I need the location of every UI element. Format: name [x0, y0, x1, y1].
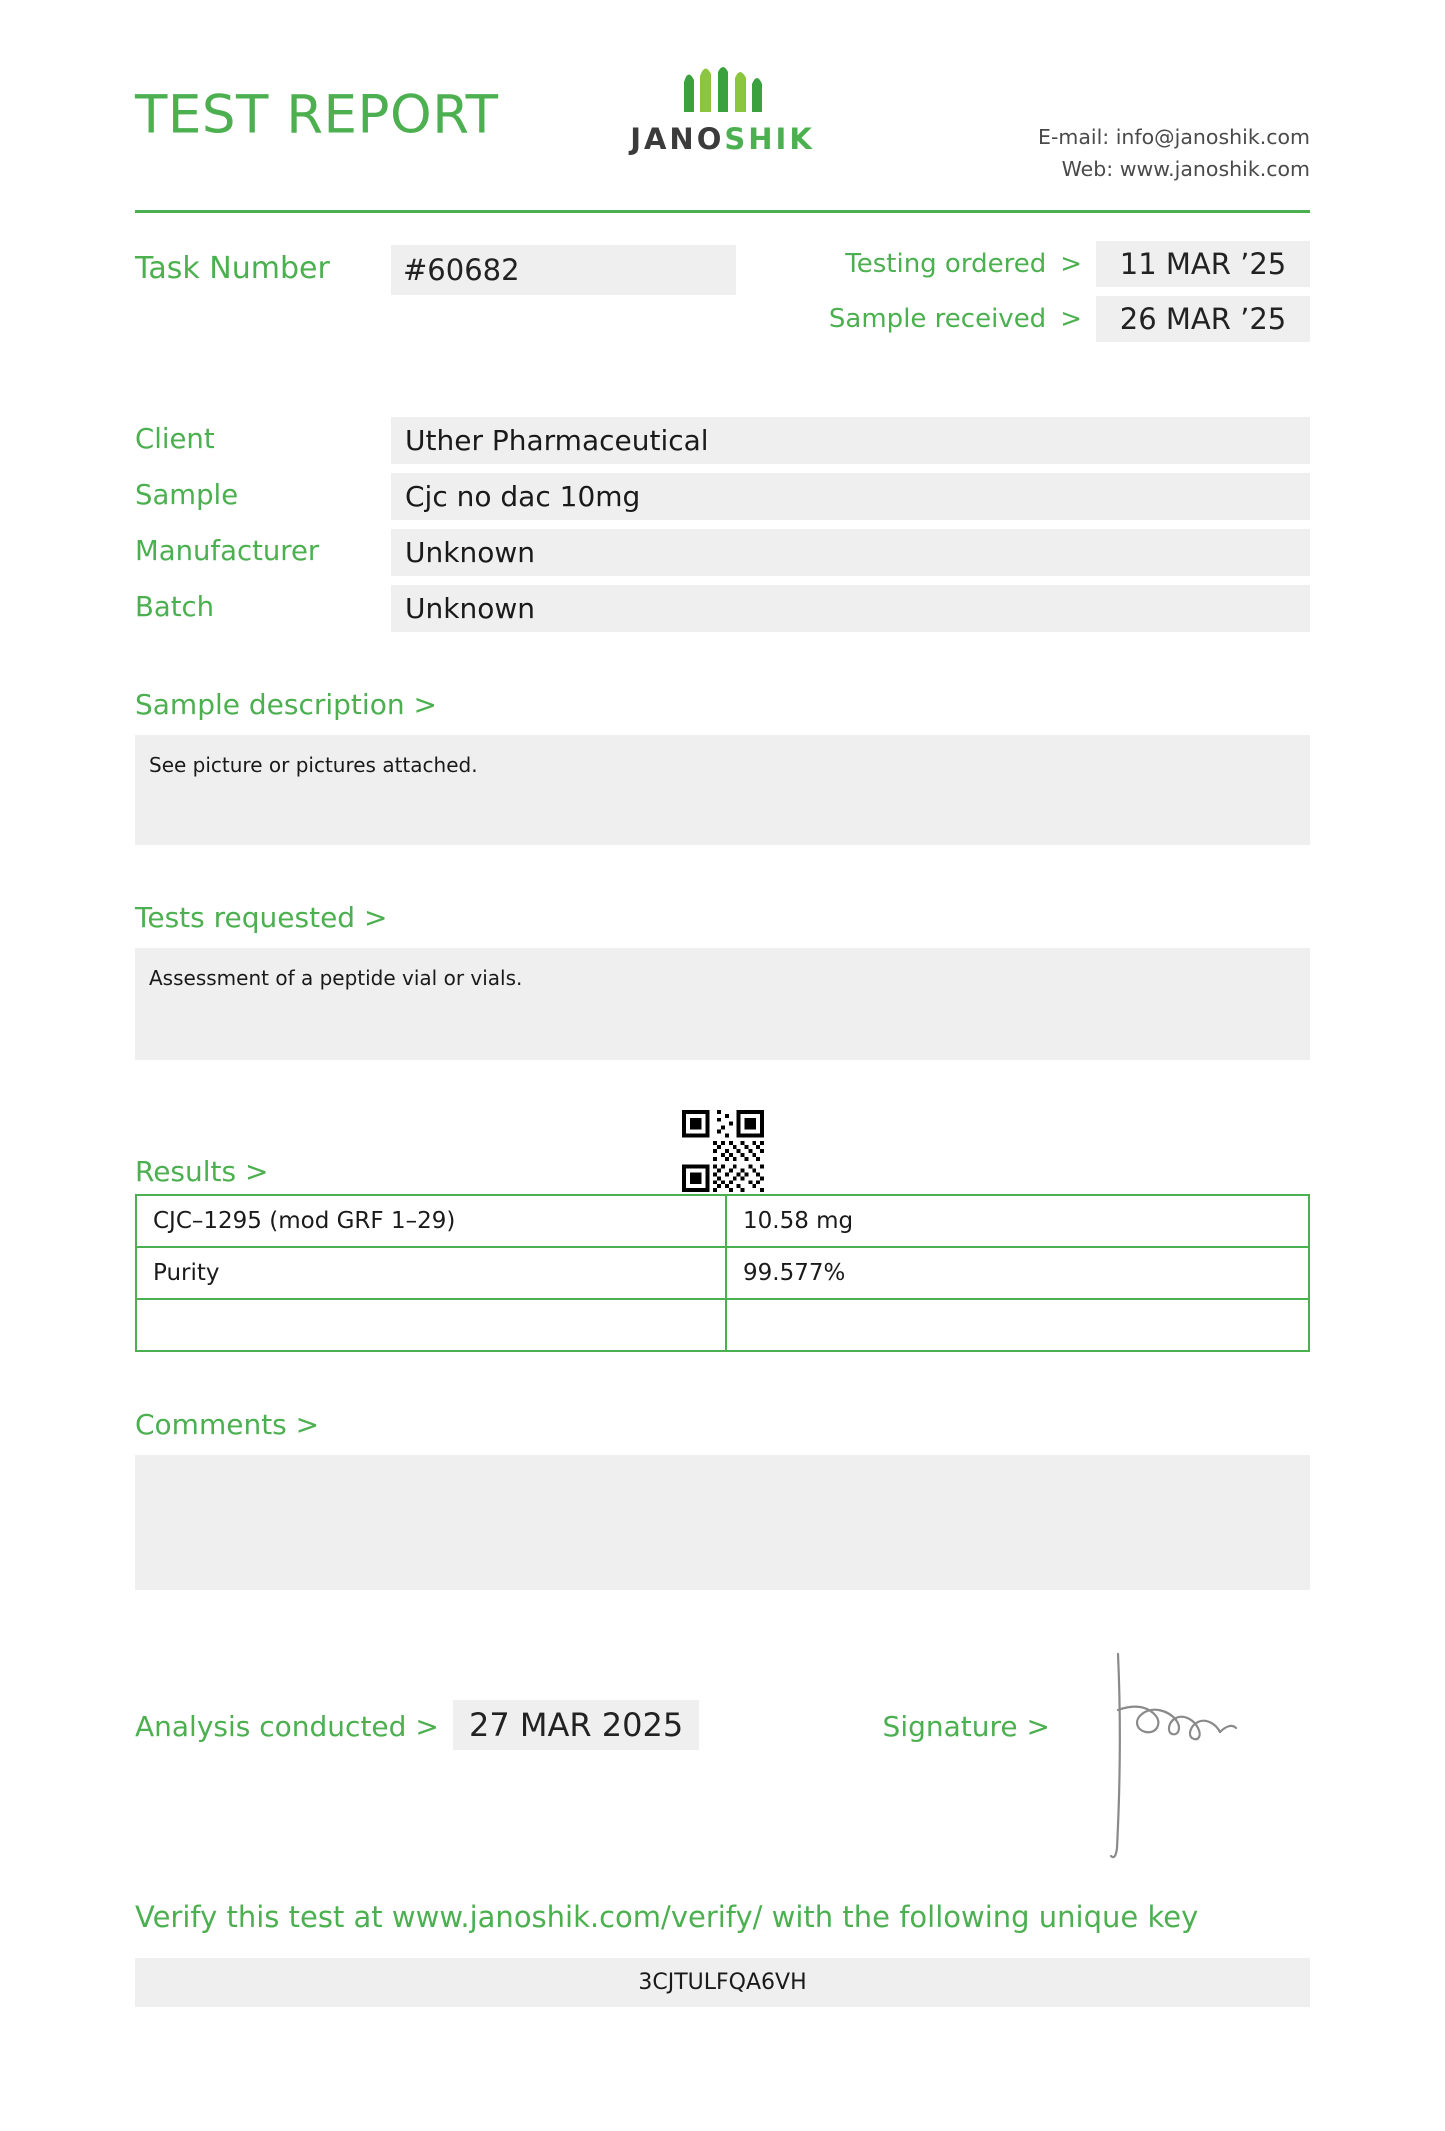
logo-wordmark-dark: JANO	[630, 122, 725, 156]
result-value-1: 10.58 mg	[726, 1195, 1309, 1247]
info-row-sample	[135, 473, 1310, 520]
table-row	[136, 1299, 1309, 1351]
sample-description-heading: Sample description >	[135, 688, 437, 721]
analysis-conducted-label: Analysis conducted >	[135, 1710, 439, 1743]
result-name-2: Purity	[136, 1247, 726, 1299]
janoshik-logo	[593, 62, 853, 156]
unique-key-value: 3CJTULFQA6VH	[135, 1958, 1310, 2007]
comments-box	[135, 1455, 1310, 1590]
testing-ordered-value: 11 MAR ’25	[1096, 241, 1310, 287]
analysis-signature-row	[135, 1700, 1310, 1770]
result-value-2: 99.577%	[726, 1247, 1309, 1299]
testing-ordered-label: Testing ordered	[845, 249, 1047, 279]
info-value-manufacturer: Unknown	[391, 529, 1310, 576]
table-row	[136, 1195, 1309, 1247]
contact-email: E-mail: info@janoshik.com	[1038, 125, 1310, 149]
info-value-sample: Cjc no dac 10mg	[391, 473, 1310, 520]
testing-ordered-arrow-icon: >	[1060, 249, 1082, 279]
task-number-value: #60682	[391, 245, 736, 295]
task-and-dates	[135, 245, 1310, 355]
logo-wordmark	[593, 122, 853, 156]
result-name-3	[136, 1299, 726, 1351]
signature-image	[1090, 1648, 1250, 1863]
dates-block	[750, 241, 1310, 351]
contact-info	[1038, 122, 1310, 186]
contact-web: Web: www.janoshik.com	[1061, 156, 1310, 181]
table-row	[136, 1247, 1309, 1299]
analysis-conducted-value: 27 MAR 2025	[453, 1700, 699, 1750]
info-label-manufacturer: Manufacturer	[135, 535, 320, 567]
sample-received-arrow-icon: >	[1060, 304, 1082, 334]
info-value-client: Uther Pharmaceutical	[391, 417, 1310, 464]
info-row-batch	[135, 585, 1310, 632]
report-header	[135, 0, 1310, 200]
signature-label: Signature >	[882, 1710, 1050, 1743]
qr-code-icon	[673, 1110, 773, 1192]
task-number-label: Task Number	[135, 251, 330, 286]
results-header-area	[135, 1116, 1310, 1194]
info-label-sample: Sample	[135, 479, 239, 511]
info-row-manufacturer	[135, 529, 1310, 576]
info-value-batch: Unknown	[391, 585, 1310, 632]
sample-received-row	[750, 296, 1310, 342]
result-value-3	[726, 1299, 1309, 1351]
tests-requested-box: Assessment of a peptide vial or vials.	[135, 948, 1310, 1060]
sample-info-table	[135, 417, 1310, 632]
verify-text: Verify this test at www.janoshik.com/verify/ with the following unique key	[135, 1900, 1199, 1934]
result-name-1: CJC–1295 (mod GRF 1–29)	[136, 1195, 726, 1247]
logo-wordmark-green: SHIK	[724, 122, 815, 156]
info-label-batch: Batch	[135, 591, 215, 623]
comments-heading: Comments >	[135, 1408, 320, 1441]
tests-requested-heading: Tests requested >	[135, 901, 388, 934]
sample-description-box: See picture or pictures attached.	[135, 735, 1310, 845]
sample-received-value: 26 MAR ’25	[1096, 296, 1310, 342]
info-label-client: Client	[135, 423, 215, 455]
testing-ordered-row	[750, 241, 1310, 287]
logo-mark-icon	[593, 62, 853, 114]
results-heading: Results >	[135, 1155, 269, 1188]
info-row-client	[135, 417, 1310, 464]
page-title: TEST REPORT	[135, 84, 499, 146]
header-divider	[135, 210, 1310, 213]
results-table	[135, 1194, 1310, 1352]
sample-received-label: Sample received	[828, 304, 1047, 334]
